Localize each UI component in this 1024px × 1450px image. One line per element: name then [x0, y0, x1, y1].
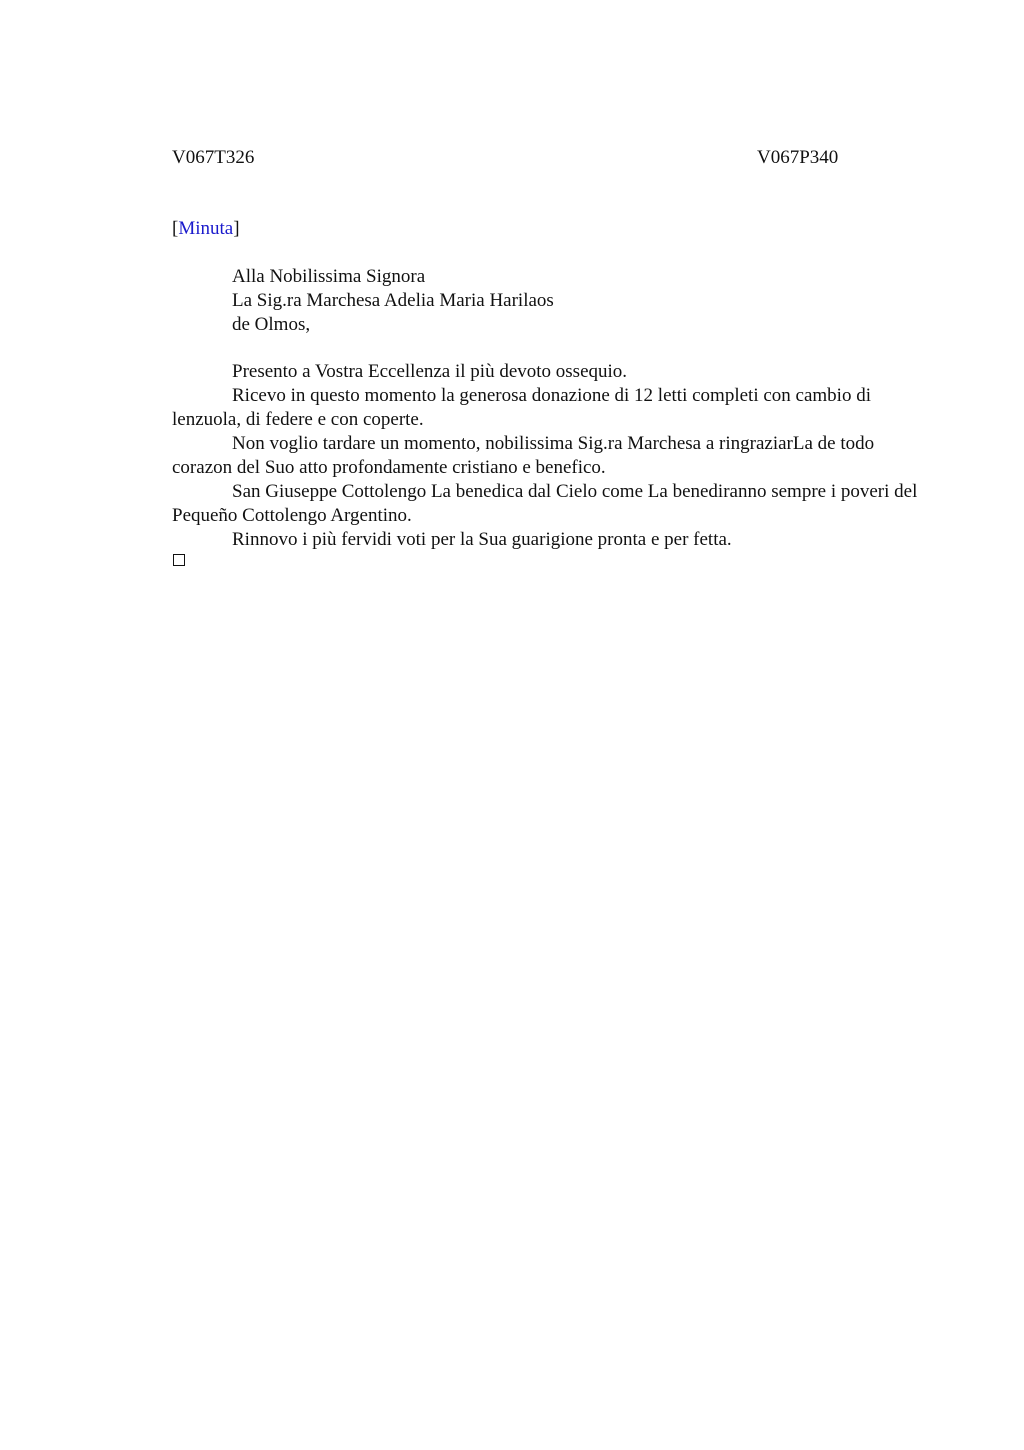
document-code-right: V067P340 — [757, 147, 839, 168]
paragraph-5: Rinnovo i più fervidi voti per la Sua guarigione pronta e per fetta. — [232, 529, 732, 550]
square-outline-icon — [173, 554, 185, 566]
open-bracket: [ — [172, 218, 179, 239]
paragraph-1: Presento a Vostra Eccellenza il più devoto ossequio. — [232, 361, 628, 382]
recipient-address — [232, 265, 554, 337]
minuta-note — [172, 217, 240, 241]
minuta-link[interactable]: Minuta — [178, 218, 234, 239]
paragraph-4: San Giuseppe Cottolengo La benedica dal Cielo come La benediranno sempre i poveri del Pequeño Cottolengo Argentino. — [172, 481, 918, 526]
letter-body — [172, 360, 932, 552]
document-code-left: V067T326 — [172, 147, 255, 168]
paragraph-2: Ricevo in questo momento la generosa donazione di 12 letti completi con cambio di lenzuola, di federe e con coperte. — [172, 385, 871, 430]
paragraph-3: Non voglio tardare un momento, nobilissima Sig.ra Marchesa a ringraziarLa de todo corazon del Suo atto profondamente cristiano e benefico. — [172, 433, 875, 478]
address-line-1: Alla Nobilissima Signora — [232, 266, 426, 287]
address-line-2: La Sig.ra Marchesa Adelia Maria Harilaos — [232, 290, 554, 311]
close-bracket: ] — [233, 218, 240, 239]
address-line-3: de Olmos, — [232, 314, 311, 335]
